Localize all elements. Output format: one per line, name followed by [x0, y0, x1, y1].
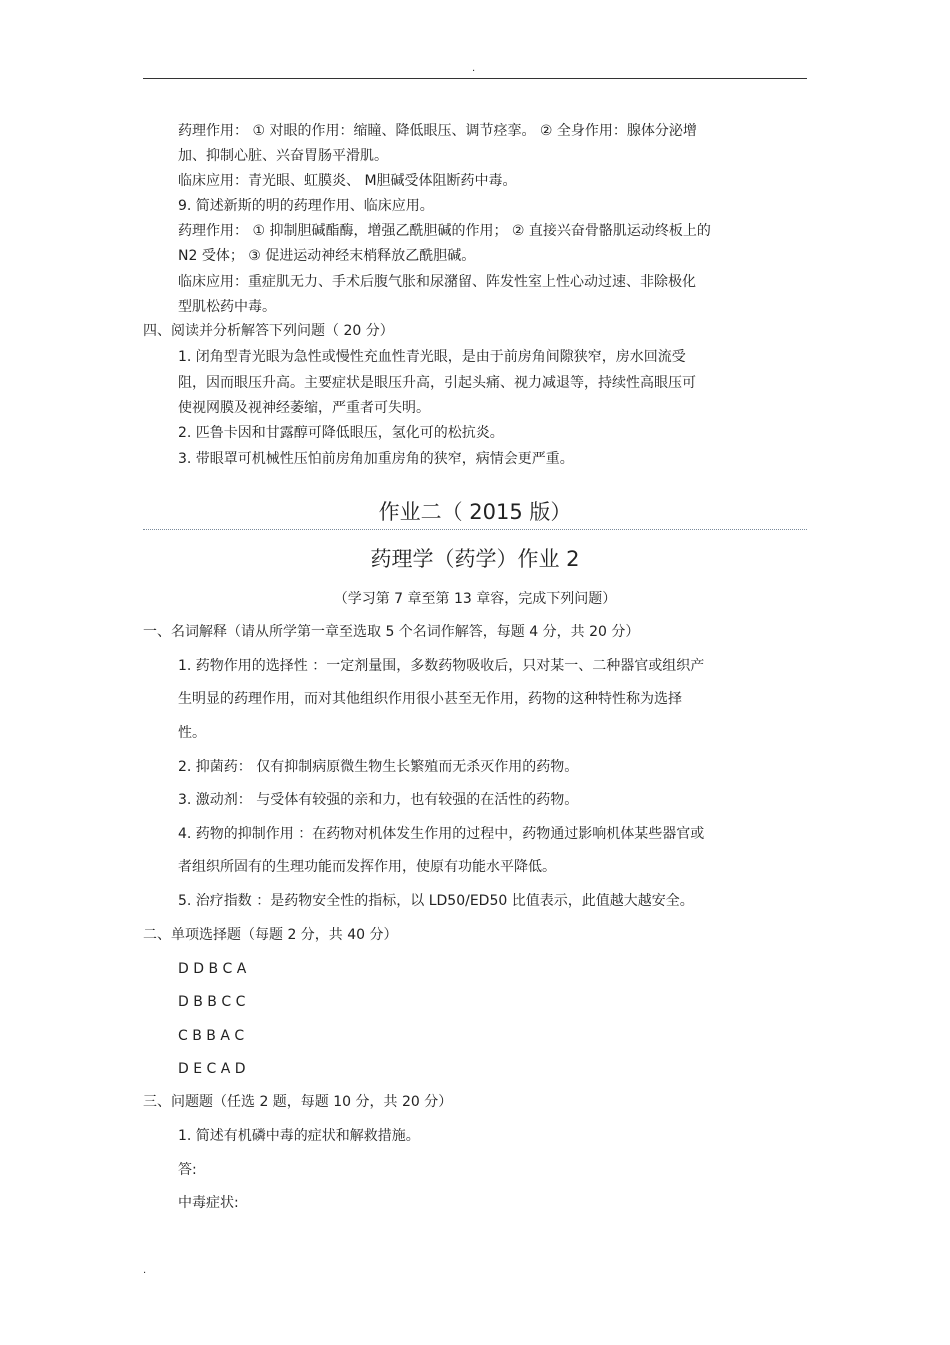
top-line-2: 加、抑制心脏、兴奋胃肠平滑肌。	[178, 148, 388, 164]
assignment-title: 作业二（ 2015 版）	[378, 500, 572, 524]
answer-row-3: C B B A C	[178, 1028, 245, 1044]
top-line-8: 型肌松药中毒。	[178, 299, 276, 315]
part1-line-2: 生明显的药理作用，而对其他组织作用很小甚至无作用，药物的这种特性称为选择	[178, 691, 682, 707]
part1-line-1: 1. 药物作用的选择性 ：一定剂量围，多数药物吸收后，只对某一、二种器官或组织产	[178, 658, 705, 674]
document-title: 药理学（药学）作业 2	[370, 547, 580, 571]
top-line-6: N2 受体； ③ 促进运动神经末梢释放乙酰胆碱。	[178, 248, 476, 264]
part3-line-3: 中毒症状:	[178, 1195, 239, 1211]
part1-line-7: 者组织所固有的生理功能而发挥作用，使原有功能水平降低。	[178, 859, 556, 875]
section4-line-2: 阻，因而眼压升高。主要症状是眼压升高，引起头痛、视力减退等，持续性高眼压可	[178, 375, 696, 391]
top-line-3: 临床应用：青光眼、虹膜炎、 M胆碱受体阻断药中毒。	[178, 173, 517, 189]
part3-line-2: 答:	[178, 1162, 197, 1178]
document-subtitle: （学习第 7 章至第 13 章容，完成下列问题）	[333, 591, 617, 607]
part1-line-8: 5. 治疗指数 ：是药物安全性的指标，以 LD50/ED50 比值表示，此值越大越安全。	[178, 893, 694, 909]
section4-line-1: 1. 闭角型青光眼为急性或慢性充血性青光眼，是由于前房角间隙狭窄，房水回流受	[178, 349, 686, 365]
part1-line-5: 3. 激动剂： 与受体有较强的亲和力，也有较强的在活性的药物。	[178, 792, 579, 808]
footer-dot: .	[143, 1265, 147, 1276]
section4-line-3: 使视网膜及视神经萎缩，严重者可失明。	[178, 400, 430, 416]
top-line-4: 9. 简述新斯的明的药理作用、临床应用。	[178, 198, 434, 214]
section4-line-5: 3. 带眼罩可机械性压怕前房角加重房角的狭窄，病情会更严重。	[178, 451, 574, 467]
section4-title: 四、阅读并分析解答下列问题（ 20 分）	[143, 323, 394, 339]
section4-line-4: 2. 匹鲁卡因和甘露醇可降低眼压，氢化可的松抗炎。	[178, 425, 504, 441]
part1-title: 一、名词解释（请从所学第一章至选取 5 个名词作解答，每题 4 分，共 20 分）	[143, 624, 640, 640]
part1-line-6: 4. 药物的抑制作用 ：在药物对机体发生作用的过程中，药物通过影响机体某些器官或	[178, 826, 705, 842]
part1-line-4: 2. 抑菌药： 仅有抑制病原微生物生长繁殖而无杀灭作用的药物。	[178, 759, 579, 775]
part2-title: 二、单项选择题（每题 2 分，共 40 分）	[143, 927, 398, 943]
answer-row-1: D D B C A	[178, 961, 247, 977]
header-rule	[143, 78, 807, 79]
section-separator	[143, 529, 807, 530]
answer-row-2: D B B C C	[178, 994, 246, 1010]
top-line-5: 药理作用： ① 抑制胆碱酯酶，增强乙酰胆碱的作用； ② 直接兴奋骨骼肌运动终板上的	[178, 223, 711, 239]
answer-row-4: D E C A D	[178, 1061, 246, 1077]
part3-title: 三、问题题（任选 2 题，每题 10 分，共 20 分）	[143, 1094, 453, 1110]
header-dot: .	[472, 63, 476, 74]
part1-line-3: 性。	[178, 725, 206, 741]
top-line-1: 药理作用： ① 对眼的作用：缩瞳、降低眼压、调节痉挛。 ② 全身作用：腺体分泌增	[178, 123, 697, 139]
top-line-7: 临床应用：重症肌无力、手术后腹气胀和尿潴留、阵发性室上性心动过速、非除极化	[178, 274, 696, 290]
part3-line-1: 1. 简述有机磷中毒的症状和解救措施。	[178, 1128, 420, 1144]
